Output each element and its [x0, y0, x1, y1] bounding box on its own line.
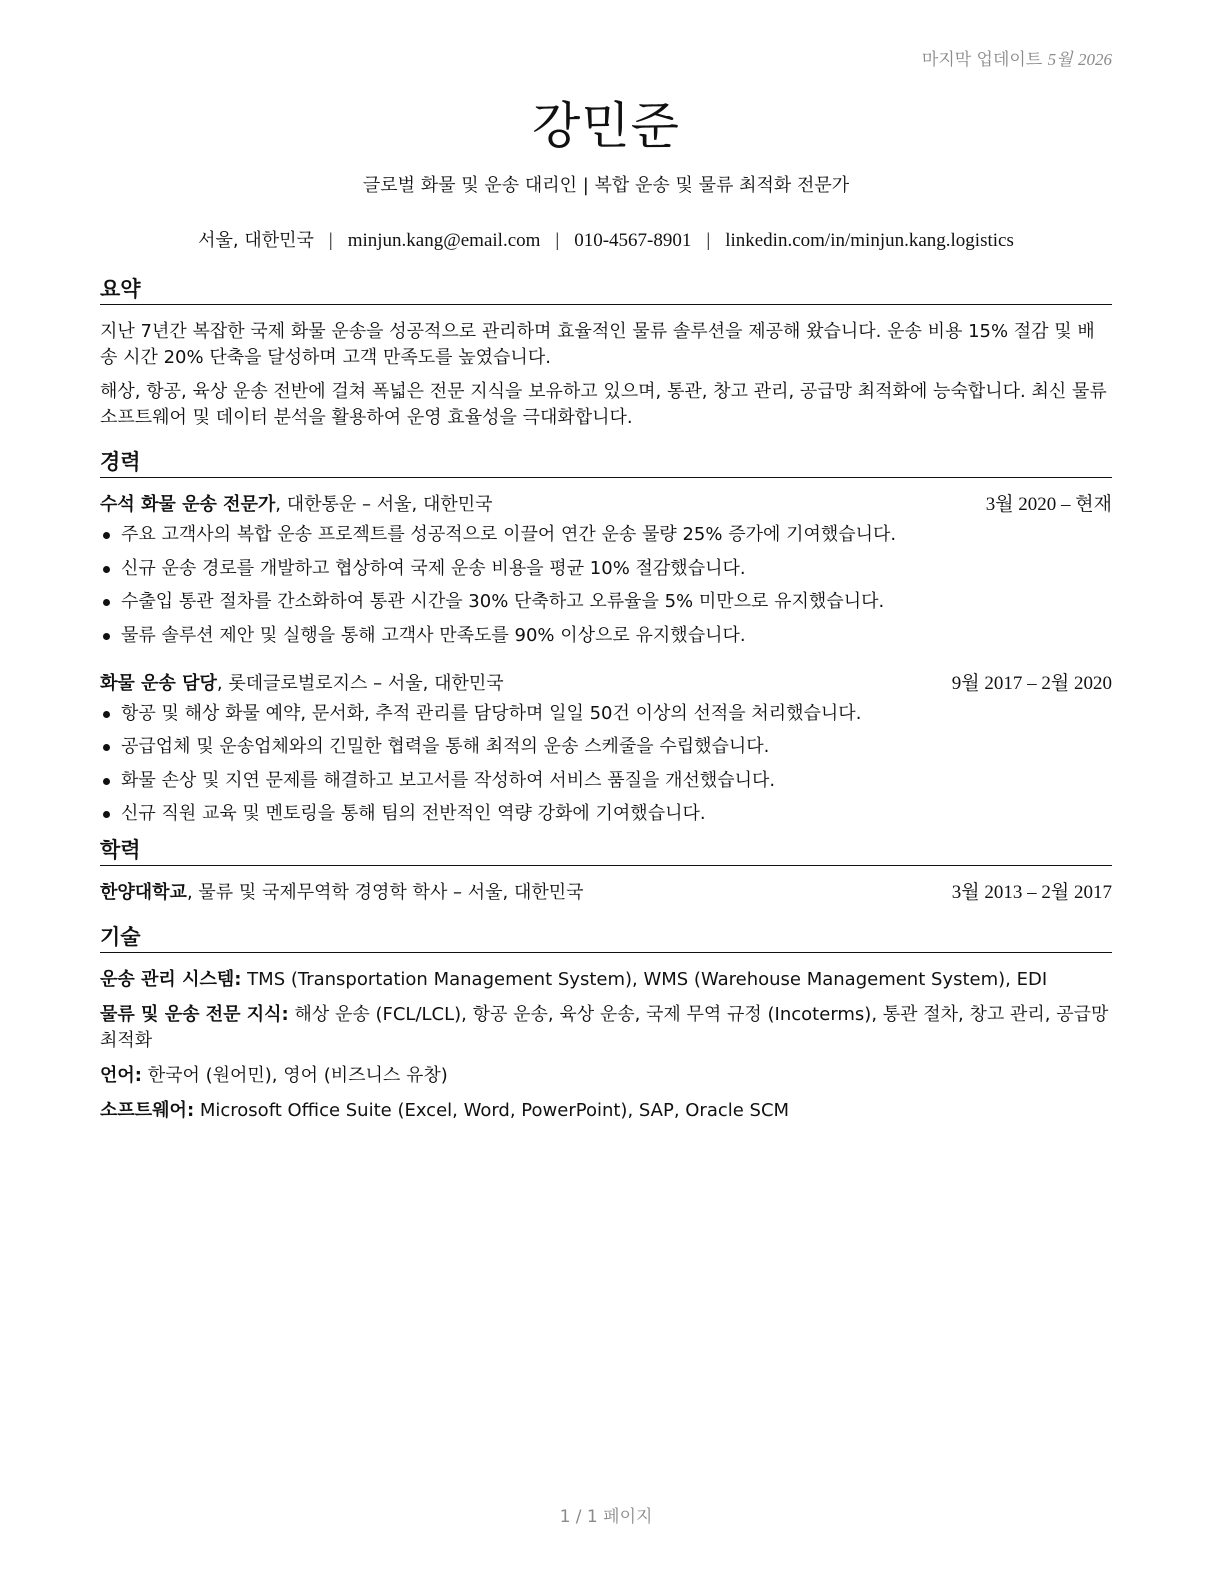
skill-label: 소프트웨어: [100, 1100, 195, 1121]
education-school: 한양대학교 [100, 882, 187, 903]
skill-value: Microsoft Office Suite (Excel, Word, PowerPoint), SAP, Oracle SCM [194, 1100, 790, 1121]
education-detail: , 물류 및 국제무역학 경영학 학사 – 서울, 대한민국 [186, 882, 584, 903]
list-item-text: 수출입 통관 절차를 간소화하여 통관 시간을 30% 단축하고 오류율을 5% 미만으로 유지했습니다. [121, 591, 885, 612]
job-title-line [100, 492, 493, 518]
list-item-text: 공급업체 및 운송업체와의 긴밀한 협력을 통해 최적의 운송 스케줄을 수립했습니다. [121, 736, 770, 757]
skills-section [100, 924, 1112, 1124]
bullet-icon [103, 566, 110, 573]
last-updated-label: 마지막 업데이트 [921, 50, 1043, 70]
list-item [100, 734, 1112, 760]
contact-linkedin[interactable]: linkedin.com/in/minjun.kang.logistics [725, 230, 1014, 251]
job-dates: 9월 2017 – 2월 2020 [951, 672, 1112, 694]
person-name: 강민준 [532, 97, 680, 155]
list-item-text: 신규 직원 교육 및 멘토링을 통해 팀의 전반적인 역량 강화에 기여했습니다. [121, 803, 706, 824]
skill-row [100, 1098, 1112, 1124]
bullet-icon [103, 599, 110, 606]
bullet-icon [103, 811, 110, 818]
list-item [100, 589, 1112, 615]
last-updated [922, 45, 1112, 70]
skill-label: 운송 관리 시스템: [100, 969, 242, 990]
contact-separator: | [555, 230, 560, 251]
list-item-text: 주요 고객사의 복합 운송 프로젝트를 성공적으로 이끌어 연간 운송 물량 25% 증가에 기여했습니다. [121, 524, 897, 545]
contact-location: 서울, 대한민국 [198, 230, 314, 251]
skill-value: 한국어 (원어민), 영어 (비즈니스 유창) [141, 1065, 448, 1086]
bullet-icon [103, 532, 110, 539]
skill-value: TMS (Transportation Management System), WMS (Warehouse Management System), EDI [241, 969, 1048, 990]
job-header [100, 492, 1112, 518]
bullet-icon [103, 711, 110, 718]
list-item [100, 522, 1112, 548]
job-bullets [100, 522, 1112, 649]
skill-value: 해상 운송 (FCL/LCL), 항공 운송, 육상 운송, 국제 무역 규정 (Incoterms), 통관 절차, 창고 관리, 공급망 최적화 [100, 1004, 1109, 1051]
list-item [100, 801, 1112, 827]
education-title: 학력 [100, 837, 1112, 866]
contact-email[interactable]: minjun.kang@email.com [347, 230, 541, 251]
contact-separator: | [328, 230, 333, 251]
job-dates: 3월 2020 – 현재 [985, 494, 1112, 515]
job-company-location: , 대한통운 – 서울, 대한민국 [275, 494, 493, 515]
resume-body [100, 276, 1112, 1124]
job-entry [100, 492, 1112, 649]
bullet-icon [103, 633, 110, 640]
bullet-icon [103, 744, 110, 751]
list-item-text: 화물 손상 및 지연 문제를 해결하고 보고서를 작성하여 서비스 품질을 개선했습니다. [121, 769, 776, 791]
summary-title: 요약 [100, 276, 1112, 305]
summary-paragraph: 해상, 항공, 육상 운송 전반에 걸쳐 폭넓은 전문 지식을 보유하고 있으며, 통관, 창고 관리, 공급망 최적화에 능숙합니다. 최신 물류 소프트웨어 및 데이터 분석을 활용하여 운영 효율성을 극대화합니다. [100, 381, 1107, 428]
resume-page [100, 0, 1112, 1584]
list-item [100, 701, 1112, 727]
job-bullets [100, 701, 1112, 828]
education-dates: 3월 2013 – 2월 2017 [951, 882, 1112, 903]
education-section [100, 837, 1112, 906]
summary-section [100, 276, 1112, 431]
job-header [100, 671, 1112, 697]
headline: 글로벌 화물 및 운송 대리인 | 복합 운송 및 물류 최적화 전문가 [362, 175, 850, 196]
job-title-line [100, 671, 504, 697]
list-item-text: 항공 및 해상 화물 예약, 문서화, 추적 관리를 담당하며 일일 50건 이상의 선적을 처리했습니다. [121, 702, 862, 724]
contact-phone: 010-4567-8901 [574, 230, 692, 251]
bullet-icon [103, 778, 110, 785]
list-item-text: 신규 운송 경로를 개발하고 협상하여 국제 운송 비용을 평균 10% 절감했습니다. [121, 557, 746, 579]
page-indicator: 1 / 1 페이지 [559, 1507, 653, 1527]
skill-row [100, 1002, 1112, 1054]
last-updated-month: 5월 [1047, 50, 1073, 69]
education-entry [100, 880, 1112, 906]
list-item [100, 623, 1112, 649]
experience-section [100, 449, 1112, 827]
contact-line [100, 226, 1112, 252]
skill-row [100, 967, 1112, 993]
education-line [100, 880, 584, 906]
job-company-location: , 롯데글로벌로지스 – 서울, 대한민국 [216, 672, 504, 694]
skill-label: 물류 및 운송 전문 지식: [100, 1004, 289, 1025]
job-role: 화물 운송 담당 [100, 672, 217, 694]
summary-paragraph: 지난 7년간 복잡한 국제 화물 운송을 성공적으로 관리하며 효율적인 물류 솔루션을 제공해 왔습니다. 운송 비용 15% 절감 및 배송 시간 20% 단축을 달성하며 고객 만족도를 높였습니다. [100, 321, 1095, 368]
job-role: 수석 화물 운송 전문가 [100, 494, 276, 515]
skill-label: 언어: [100, 1065, 142, 1086]
list-item [100, 556, 1112, 582]
job-entry [100, 671, 1112, 828]
skills-title: 기술 [100, 924, 1112, 953]
last-updated-year: 2026 [1078, 50, 1112, 69]
list-item [100, 768, 1112, 794]
contact-separator: | [706, 230, 711, 251]
experience-title: 경력 [100, 449, 1112, 478]
list-item-text: 물류 솔루션 제안 및 실행을 통해 고객사 만족도를 90% 이상으로 유지했습니다. [121, 624, 746, 646]
skill-row [100, 1063, 1112, 1089]
